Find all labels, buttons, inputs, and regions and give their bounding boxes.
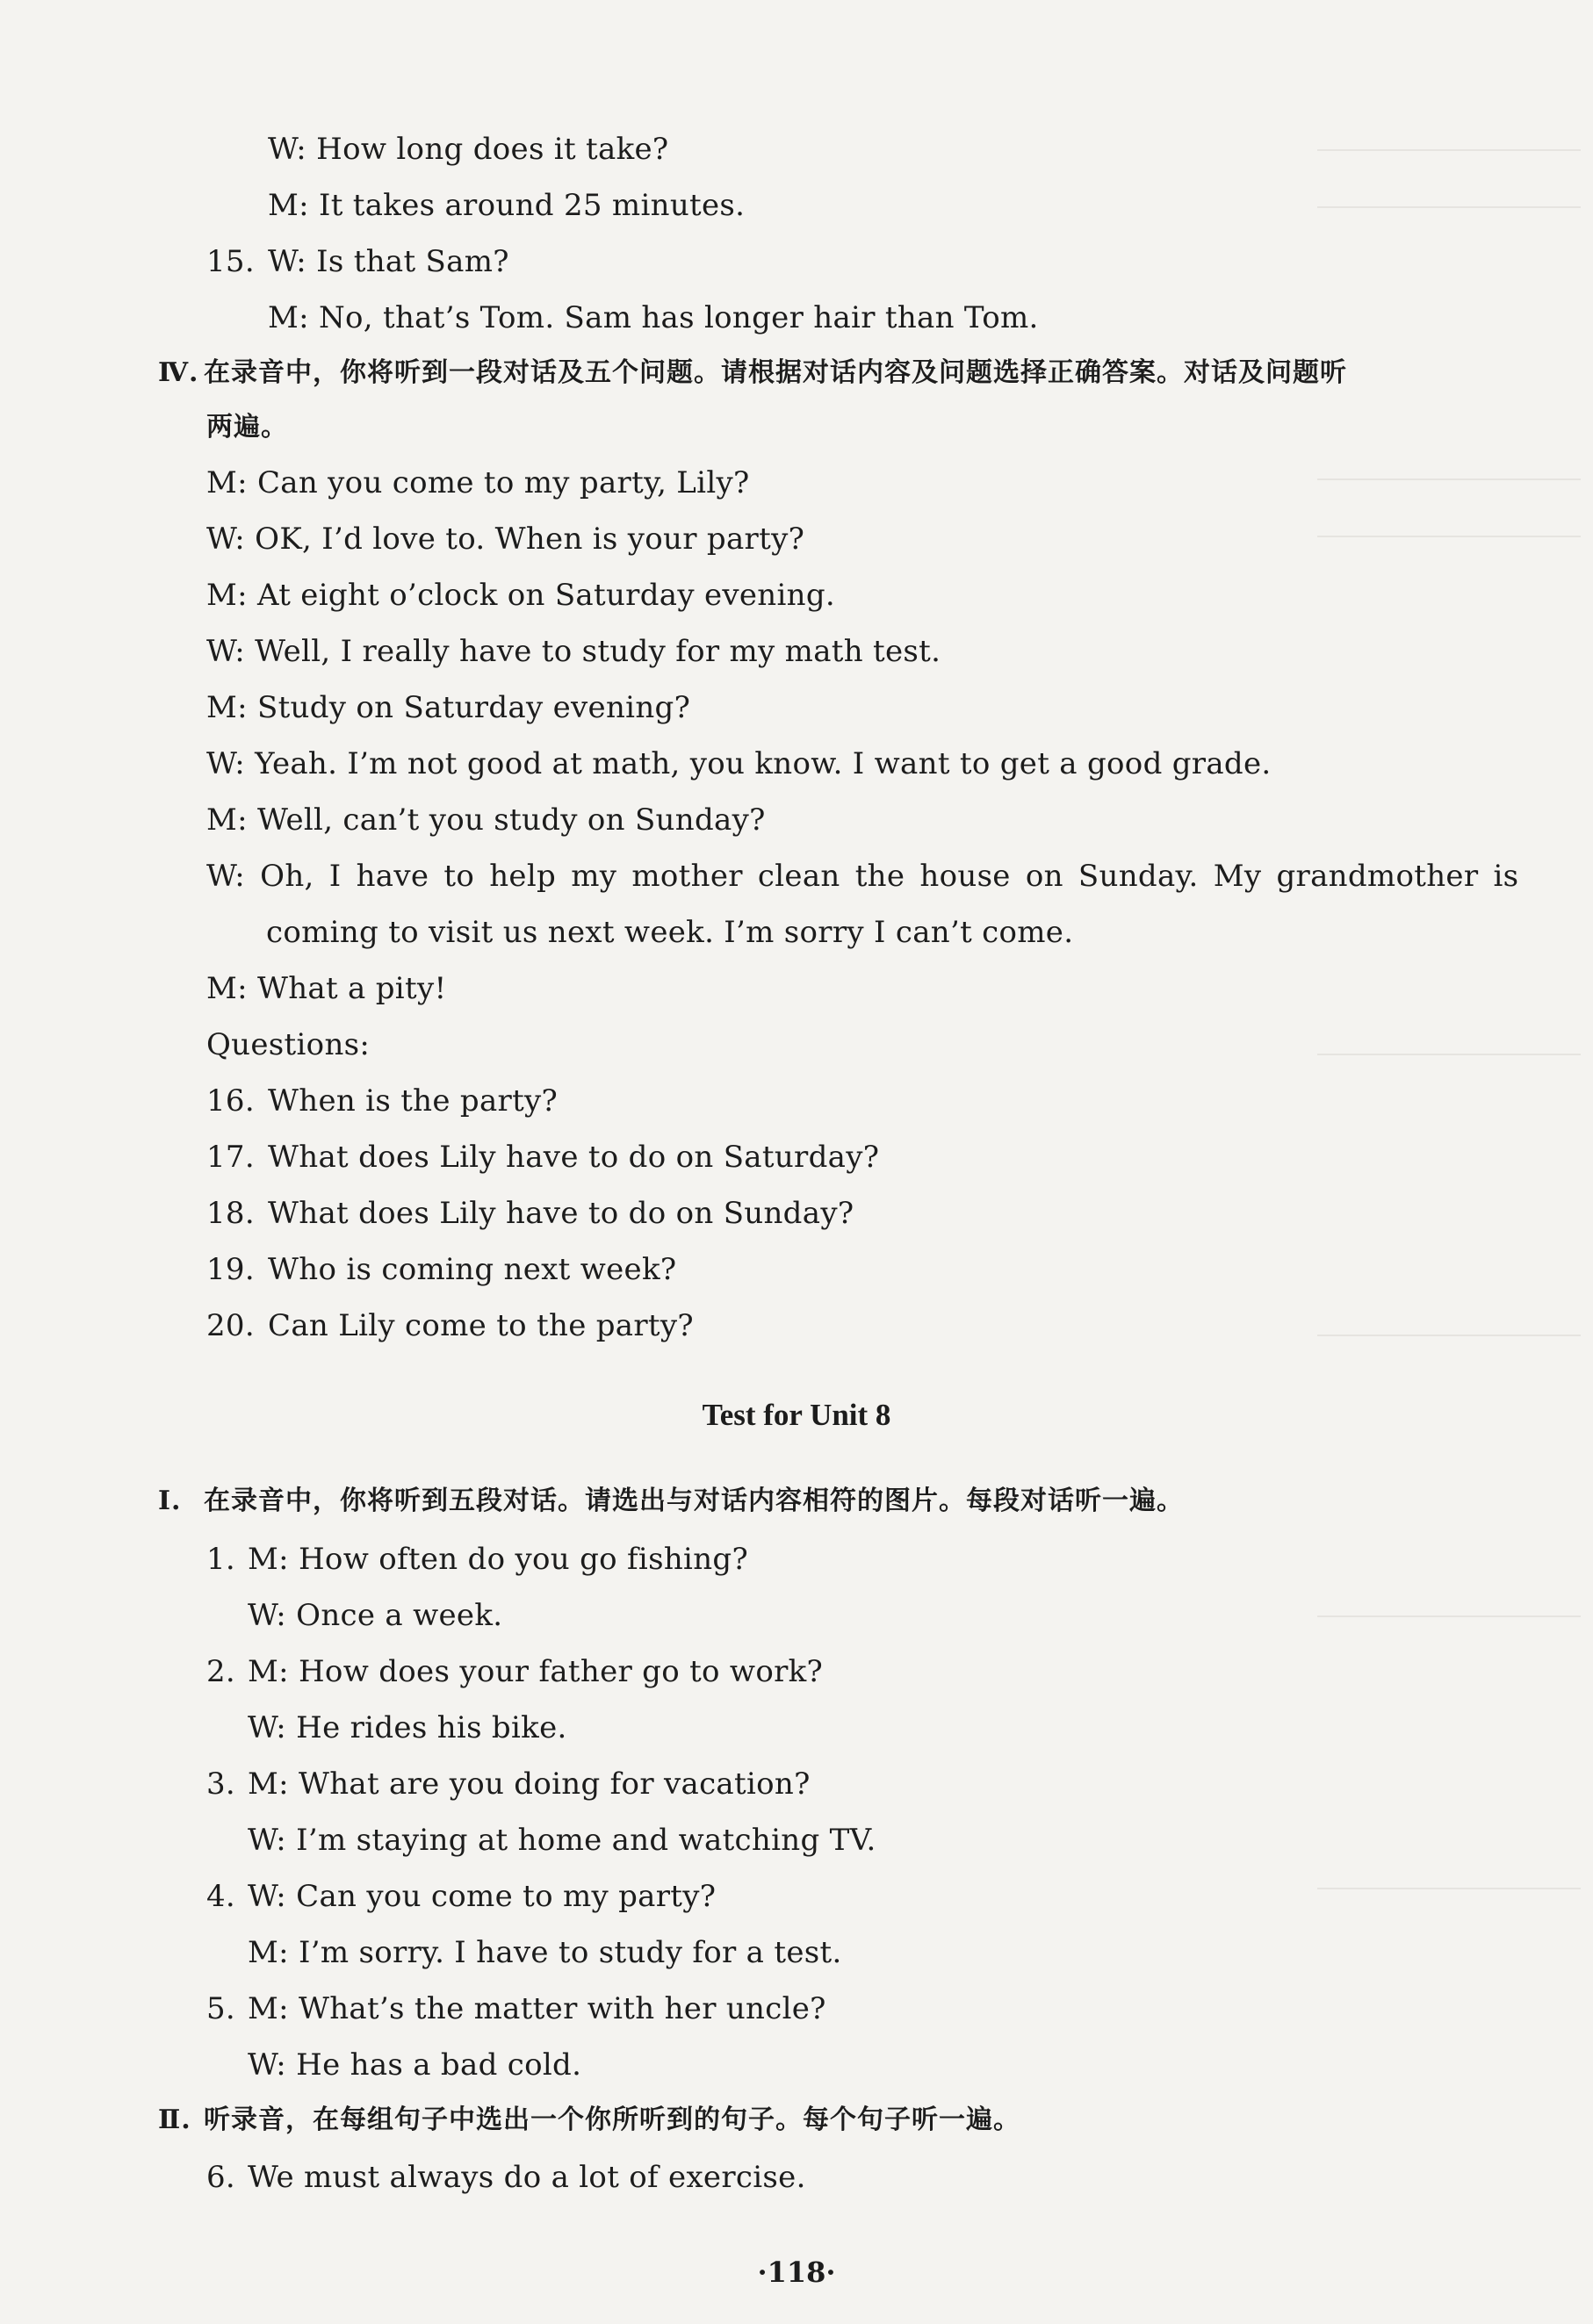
- item-number: 20.: [206, 1308, 255, 1343]
- section-roman-numeral: Ⅱ.: [158, 2105, 191, 2135]
- bleed-through-line: [1317, 1054, 1581, 1055]
- page-number: ·118·: [757, 2256, 836, 2289]
- listening-response: W: He has a bad cold.: [248, 2047, 582, 2083]
- dialogue-line: W: Yeah. I’m not good at math, you know. I want to get a good grade.: [206, 746, 1272, 781]
- bleed-through-line: [1317, 1335, 1581, 1336]
- section-roman-numeral: Ⅳ.: [158, 357, 199, 388]
- dialogue-line: M: At eight o’clock on Saturday evening.: [206, 578, 836, 613]
- dialogue-line: M: No, that’s Tom. Sam has longer hair than Tom.: [268, 300, 1039, 335]
- item-number: 3.: [206, 1766, 236, 1802]
- dialogue-line-continued: coming to visit us next week. I’m sorry I can’t come.: [266, 915, 1074, 950]
- bleed-through-line: [1317, 149, 1581, 151]
- bleed-through-line: [1317, 206, 1581, 208]
- section-heading: Ⅱ. 听录音，在每组句子中选出一个你所听到的句子。每个句子听一遍。: [158, 2103, 1020, 2138]
- dialogue-line: M: Study on Saturday evening?: [206, 690, 691, 725]
- section-heading: Ⅳ. 在录音中，你将听到一段对话及五个问题。请根据对话内容及问题选择正确答案。对话及问题听: [158, 356, 1347, 391]
- item-number: 16.: [206, 1083, 255, 1119]
- question-item: 20. Can Lily come to the party?: [206, 1308, 694, 1343]
- item-number: 17.: [206, 1140, 255, 1175]
- listening-response: W: I’m staying at home and watching TV.: [248, 1823, 876, 1858]
- bleed-through-line: [1317, 1888, 1581, 1889]
- listening-response: W: He rides his bike.: [248, 1710, 567, 1745]
- listening-response: W: Once a week.: [248, 1598, 503, 1633]
- item-number: 19.: [206, 1252, 255, 1287]
- question-item: 17. What does Lily have to do on Saturday?: [206, 1140, 880, 1175]
- item-number: 18.: [206, 1196, 255, 1231]
- question-item: 18. What does Lily have to do on Sunday?: [206, 1196, 854, 1231]
- dialogue-line: M: Can you come to my party, Lily?: [206, 465, 750, 500]
- question-item: 16. When is the party?: [206, 1083, 559, 1119]
- listening-item: 4. W: Can you come to my party?: [206, 1879, 717, 1914]
- bleed-through-line: [1317, 536, 1581, 537]
- listening-item: 2. M: How does your father go to work?: [206, 1654, 824, 1689]
- listening-item: 1. M: How often do you go fishing?: [206, 1542, 748, 1577]
- dialogue-line: M: Well, can’t you study on Sunday?: [206, 802, 766, 838]
- item-number: 2.: [206, 1654, 236, 1689]
- listening-item: 6. We must always do a lot of exercise.: [206, 2160, 806, 2195]
- dialogue-line: W: How long does it take?: [268, 132, 669, 167]
- questions-label: Questions:: [206, 1027, 371, 1062]
- dialogue-line: M: What a pity!: [206, 971, 447, 1006]
- listening-item: 5. M: What’s the matter with her uncle?: [206, 1991, 826, 2026]
- listening-response: M: I’m sorry. I have to study for a test.: [248, 1935, 842, 1970]
- bleed-through-line: [1317, 1615, 1581, 1617]
- dialogue-line: W: OK, I’d love to. When is your party?: [206, 522, 805, 557]
- dialogue-line: W: Oh, I have to help my mother clean the house on Sunday. My grandmother is: [206, 859, 1519, 894]
- dialogue-line: W: Well, I really have to study for my math test.: [206, 634, 941, 669]
- item-number: 6.: [206, 2160, 236, 2195]
- item-number: 5.: [206, 1991, 236, 2026]
- question-item: 19. Who is coming next week?: [206, 1252, 677, 1287]
- item-number: 15.: [206, 244, 255, 279]
- unit-title: Test for Unit 8: [702, 1398, 891, 1432]
- listening-item: 3. M: What are you doing for vacation?: [206, 1766, 811, 1802]
- item-number: 1.: [206, 1542, 236, 1577]
- section-heading-continued: 两遍。: [206, 412, 288, 442]
- dialogue-line: 15. W: Is that Sam?: [206, 244, 509, 279]
- dialogue-line: M: It takes around 25 minutes.: [268, 188, 746, 223]
- bleed-through-line: [1317, 478, 1581, 480]
- item-number: 4.: [206, 1879, 236, 1914]
- section-heading: Ⅰ. 在录音中，你将听到五段对话。请选出与对话内容相符的图片。每段对话听一遍。: [158, 1484, 1184, 1519]
- section-roman-numeral: Ⅰ.: [158, 1486, 182, 1516]
